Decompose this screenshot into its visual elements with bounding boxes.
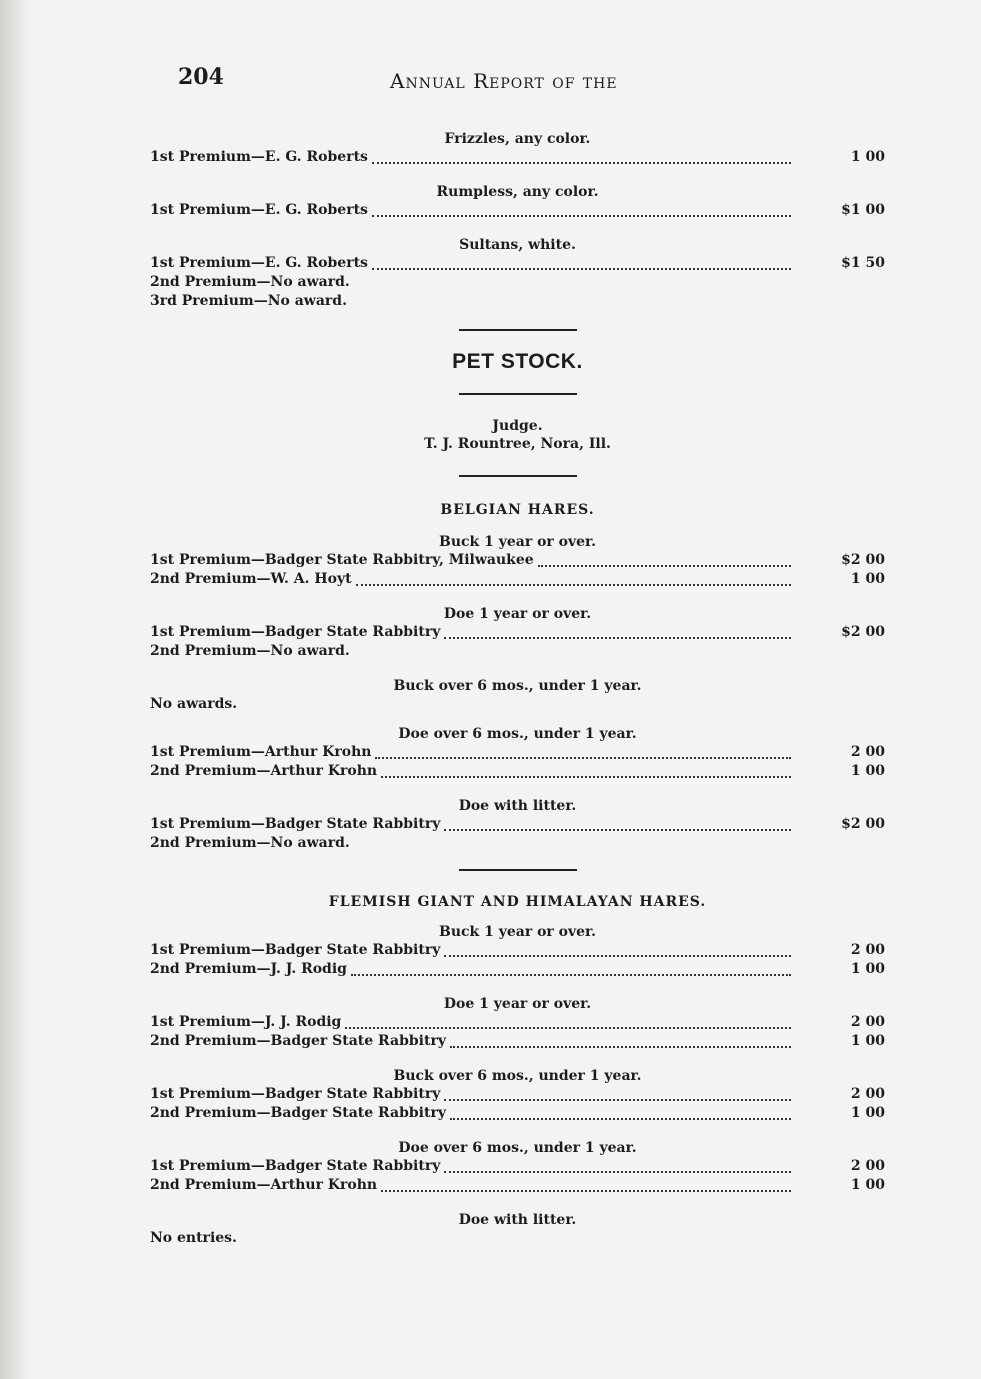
- dot-leader: [381, 766, 791, 778]
- flemish-doe-6mo-section: [150, 1139, 885, 1195]
- no-awards-note: No awards.: [150, 696, 238, 712]
- award-label: 2nd Premium—W. A. Hoyt: [150, 571, 352, 587]
- class-heading: Doe over 6 mos., under 1 year.: [398, 1140, 637, 1156]
- award-label: 3rd Premium—No award.: [150, 293, 347, 309]
- dot-leader: [538, 555, 791, 567]
- rumpless-heading: Rumpless, any color.: [436, 184, 599, 200]
- belgian-buck-1yr-section: [150, 533, 885, 589]
- flemish-doe-1yr-section: [150, 995, 885, 1051]
- report-page: [150, 60, 885, 1247]
- flemish-hares-title: FLEMISH GIANT AND HIMALAYAN HARES.: [328, 894, 707, 910]
- award-label: 1st Premium—Arthur Krohn: [150, 744, 372, 760]
- dot-leader: [375, 747, 791, 759]
- class-heading: Doe with litter.: [458, 1212, 577, 1228]
- award-line: [150, 623, 885, 642]
- frizzles-heading: Frizzles, any color.: [444, 131, 591, 147]
- flemish-buck-1yr-section: [150, 923, 885, 979]
- belgian-buck-6mo-section: [150, 677, 885, 713]
- rumpless-section: [150, 183, 885, 220]
- dot-leader: [450, 1036, 791, 1048]
- award-label: 2nd Premium—No award.: [150, 835, 350, 851]
- no-entries-note: No entries.: [150, 1230, 237, 1246]
- class-heading: Buck 1 year or over.: [438, 534, 597, 550]
- award-line: [150, 1157, 885, 1176]
- dot-leader: [444, 945, 791, 957]
- sultans-heading: Sultans, white.: [459, 237, 576, 253]
- award-line: [150, 201, 885, 220]
- award-line: [150, 815, 885, 834]
- award-line: [150, 148, 885, 167]
- award-line: [150, 1032, 885, 1051]
- class-heading: Buck over 6 mos., under 1 year.: [393, 678, 642, 694]
- award-line: [150, 273, 885, 292]
- award-label: 2nd Premium—No award.: [150, 643, 350, 659]
- section-rule: [459, 393, 577, 395]
- award-line: [150, 292, 885, 311]
- award-line: [150, 834, 885, 853]
- belgian-hares-title: BELGIAN HARES.: [440, 502, 595, 518]
- award-amount: 2 00: [850, 744, 885, 760]
- class-heading: Doe over 6 mos., under 1 year.: [398, 726, 637, 742]
- dot-leader: [351, 964, 791, 976]
- section-rule: [459, 869, 577, 871]
- award-line: [150, 941, 885, 960]
- dot-leader: [381, 1180, 791, 1192]
- award-amount: 2 00: [850, 1014, 885, 1030]
- award-label: 1st Premium—Badger State Rabbitry: [150, 624, 441, 640]
- award-line: [150, 642, 885, 661]
- award-line: [150, 960, 885, 979]
- award-amount: 2 00: [850, 942, 885, 958]
- class-heading: Buck over 6 mos., under 1 year.: [393, 1068, 642, 1084]
- dot-leader: [444, 1161, 791, 1173]
- dot-leader: [444, 819, 791, 831]
- award-label: 1st Premium—Badger State Rabbitry: [150, 1086, 441, 1102]
- page-header: [150, 60, 885, 100]
- award-amount: $1 00: [841, 202, 885, 218]
- dot-leader: [444, 627, 791, 639]
- pet-stock-title: PET STOCK.: [452, 350, 583, 373]
- award-amount: $1 50: [841, 255, 885, 271]
- class-heading: Buck 1 year or over.: [438, 924, 597, 940]
- section-rule: [459, 475, 577, 477]
- dot-leader: [444, 1089, 791, 1101]
- award-label: 2nd Premium—J. J. Rodig: [150, 961, 347, 977]
- award-line: [150, 762, 885, 781]
- belgian-doe-litter-section: [150, 797, 885, 853]
- award-label: 1st Premium—Badger State Rabbitry: [150, 1158, 441, 1174]
- sultans-section: [150, 236, 885, 311]
- judge-label: Judge.: [492, 418, 543, 434]
- award-line: [150, 743, 885, 762]
- class-heading: Doe 1 year or over.: [443, 606, 592, 622]
- award-amount: 1 00: [850, 961, 885, 977]
- award-amount: 1 00: [850, 763, 885, 779]
- belgian-doe-6mo-section: [150, 725, 885, 781]
- award-amount: 2 00: [850, 1086, 885, 1102]
- dot-leader: [372, 205, 791, 217]
- award-line: [150, 254, 885, 273]
- award-label: 1st Premium—Badger State Rabbitry: [150, 816, 441, 832]
- page-binding-edge: [0, 0, 30, 1379]
- class-heading: Doe 1 year or over.: [443, 996, 592, 1012]
- award-amount: $2 00: [841, 816, 885, 832]
- flemish-buck-6mo-section: [150, 1067, 885, 1123]
- page-number: 204: [178, 64, 224, 90]
- award-amount: 1 00: [850, 1105, 885, 1121]
- award-amount: $2 00: [841, 552, 885, 568]
- award-label: 2nd Premium—Badger State Rabbitry: [150, 1105, 446, 1121]
- award-line: [150, 1176, 885, 1195]
- award-line: [150, 1013, 885, 1032]
- judge-block: [150, 417, 885, 453]
- award-label: 1st Premium—Badger State Rabbitry, Milwaukee: [150, 552, 534, 568]
- running-title: Annual Report of the: [390, 69, 618, 93]
- judge-name: T. J. Rountree, Nora, Ill.: [424, 436, 611, 452]
- flemish-doe-litter-section: [150, 1211, 885, 1247]
- award-amount: $2 00: [841, 624, 885, 640]
- award-line: [150, 1085, 885, 1104]
- belgian-doe-1yr-section: [150, 605, 885, 661]
- award-label: 2nd Premium—Badger State Rabbitry: [150, 1033, 446, 1049]
- award-line: [150, 1104, 885, 1123]
- award-label: 1st Premium—E. G. Roberts: [150, 149, 368, 165]
- award-label: 2nd Premium—Arthur Krohn: [150, 763, 378, 779]
- dot-leader: [450, 1108, 791, 1120]
- dot-leader: [356, 574, 791, 586]
- award-label: 1st Premium—E. G. Roberts: [150, 202, 368, 218]
- dot-leader: [372, 152, 791, 164]
- award-label: 2nd Premium—Arthur Krohn: [150, 1177, 378, 1193]
- dot-leader: [345, 1017, 791, 1029]
- award-line: [150, 551, 885, 570]
- section-rule: [459, 329, 577, 331]
- award-amount: 1 00: [850, 571, 885, 587]
- award-amount: 2 00: [850, 1158, 885, 1174]
- award-label: 1st Premium—J. J. Rodig: [150, 1014, 342, 1030]
- class-heading: Doe with litter.: [458, 798, 577, 814]
- award-amount: 1 00: [850, 1177, 885, 1193]
- award-label: 2nd Premium—No award.: [150, 274, 350, 290]
- award-line: [150, 570, 885, 589]
- award-label: 1st Premium—Badger State Rabbitry: [150, 942, 441, 958]
- award-amount: 1 00: [850, 149, 885, 165]
- award-amount: 1 00: [850, 1033, 885, 1049]
- award-label: 1st Premium—E. G. Roberts: [150, 255, 368, 271]
- frizzles-section: [150, 130, 885, 167]
- dot-leader: [372, 258, 791, 270]
